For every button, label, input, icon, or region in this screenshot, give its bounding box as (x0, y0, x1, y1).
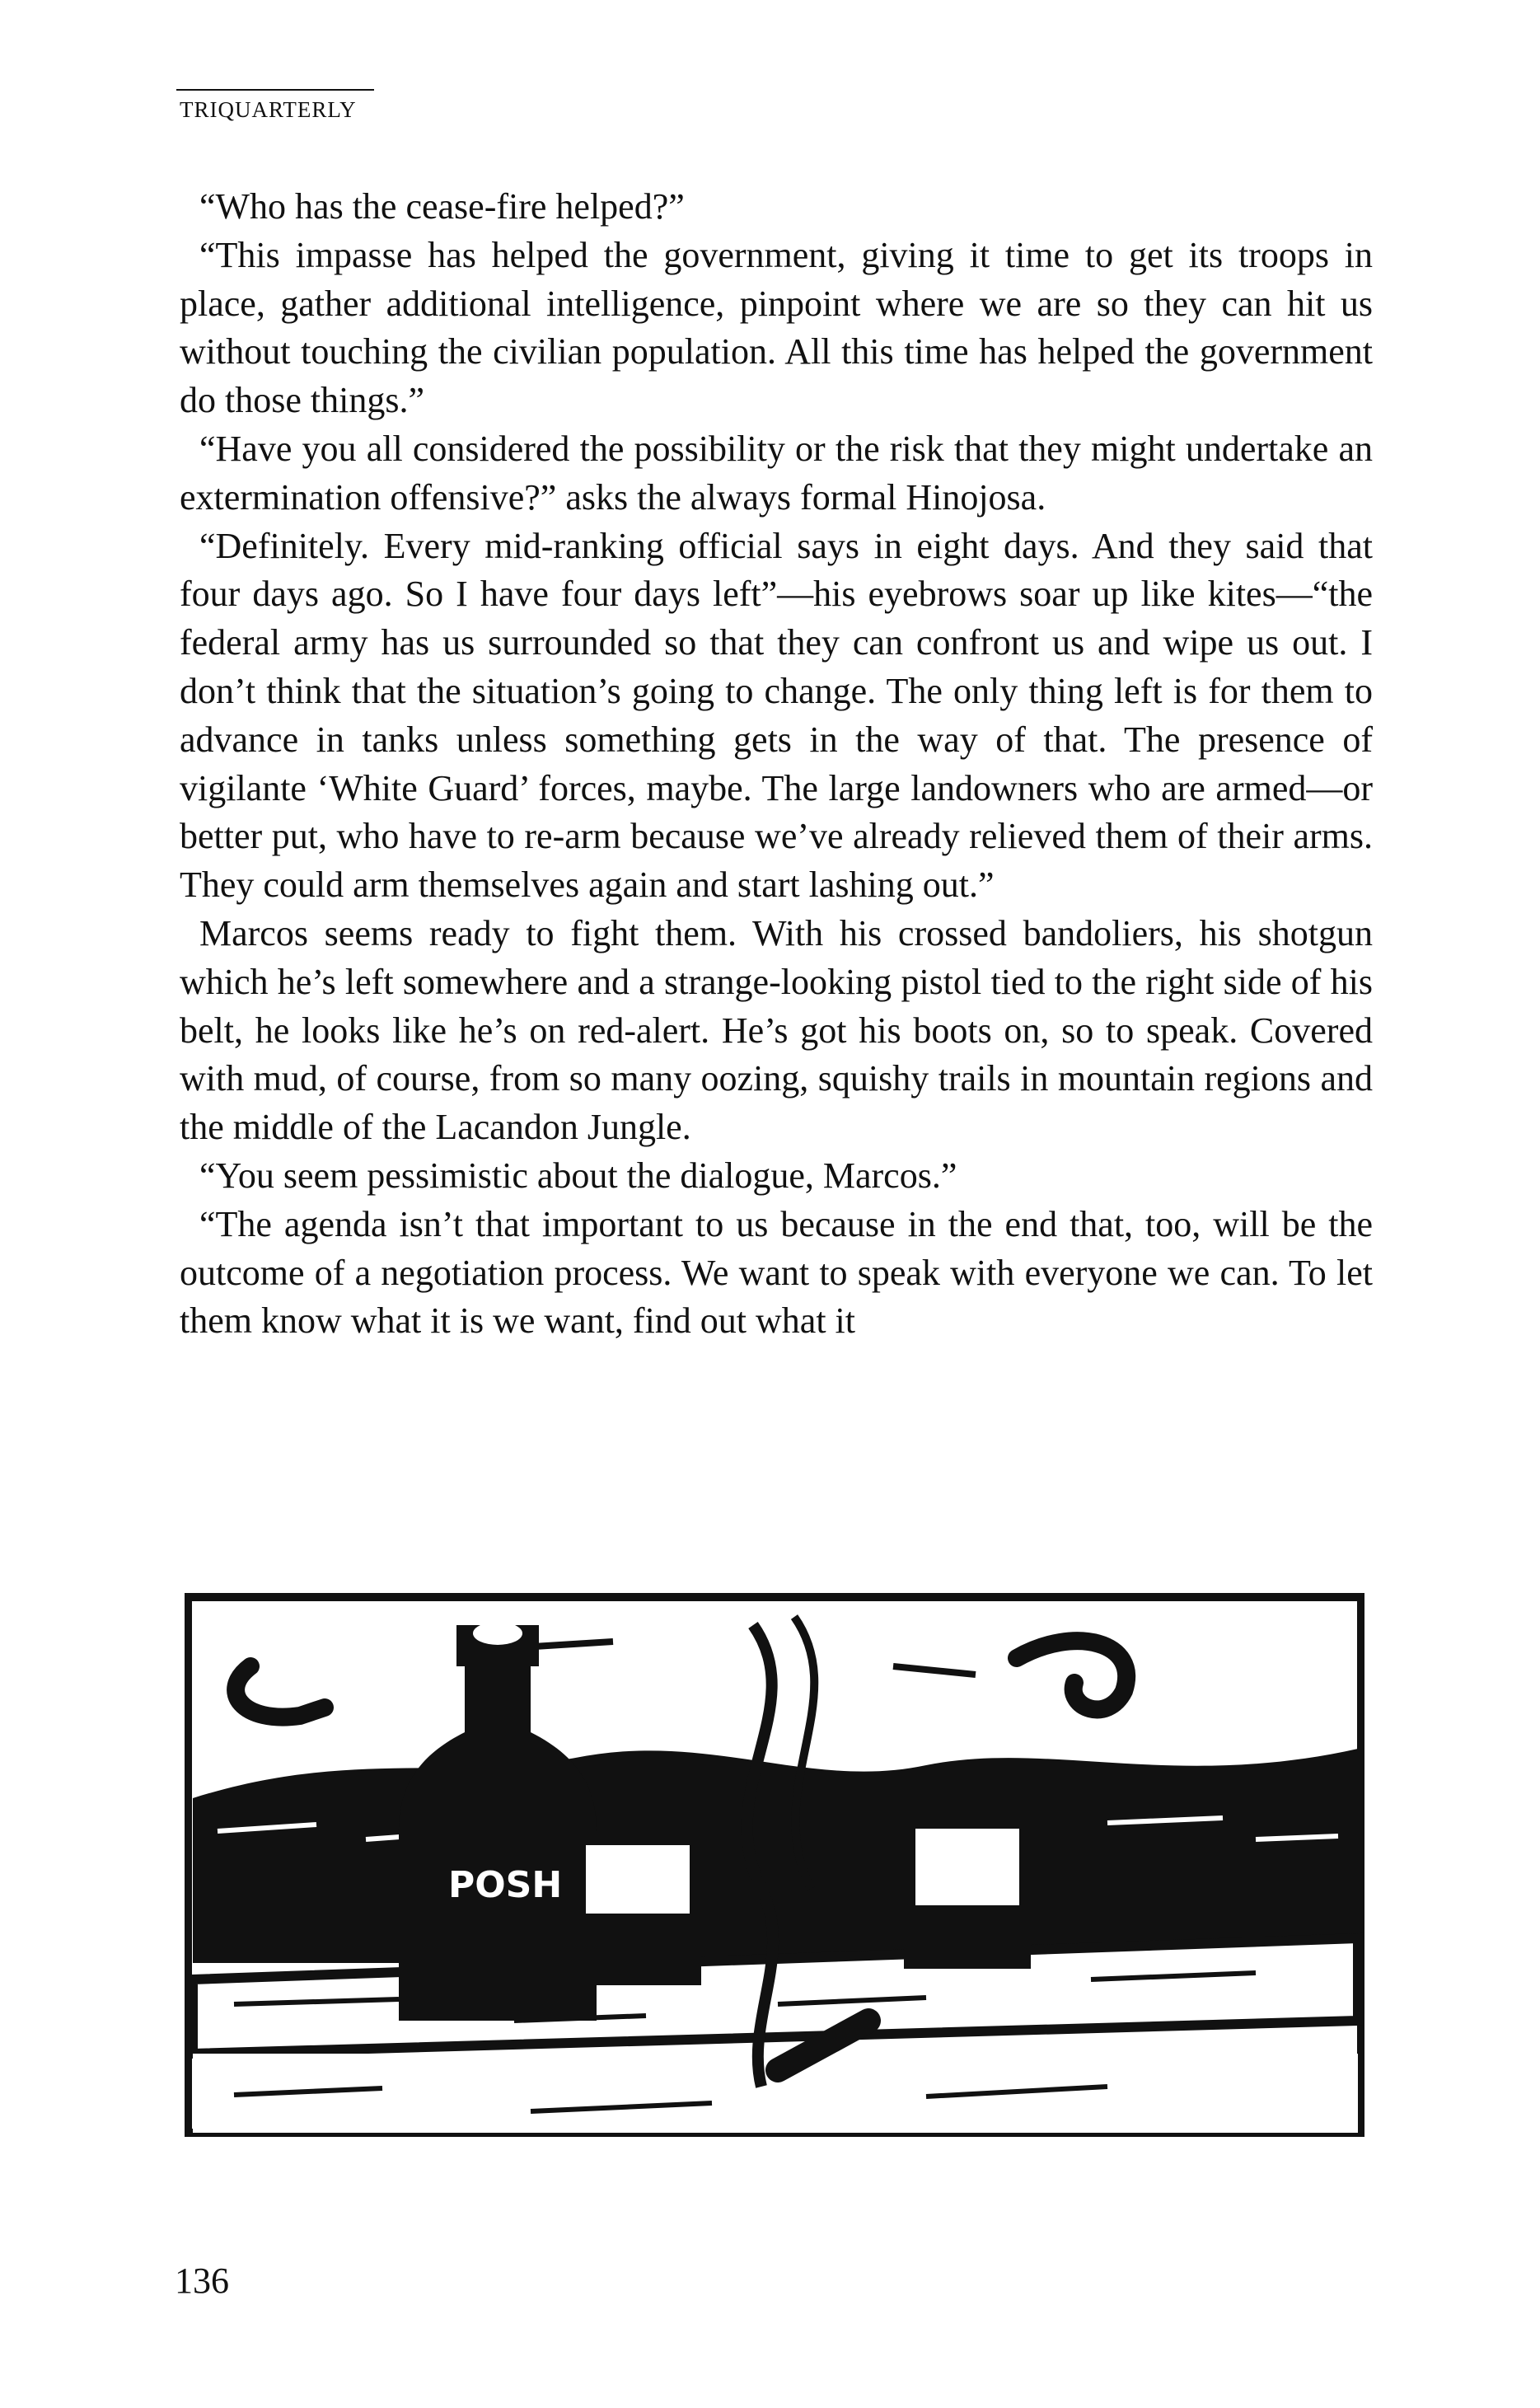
running-head: TRIQUARTERLY (180, 97, 357, 122)
glass-left-liquid (582, 1914, 694, 1978)
paragraph: “Definitely. Every mid-ranking official says in eight days. And they said that four days ago. So I have four days left”—his eyebrows soar up like kites—“the federal army has us surrounded so that they can confront us and wipe us out. I don’t think that the situation’s going to change. The only thing left is for them to advance in tanks unless something gets in the way of that. The presence of vigilante ‘White Guard’ forces, maybe. The large landowners who are armed—or better put, who have to re-arm because we’ve already relieved them of their arms. They could arm themselves again and start lashing out.” (180, 525, 1373, 906)
paragraph: “The agenda isn’t that important to us because in the end that, too, will be the outcome of a negotiation process. We want to speak with everyone we can. To let them know what it is we want, find out what it (180, 1203, 1373, 1342)
page-number: 136 (175, 2260, 229, 2301)
glass-right-liquid (911, 1905, 1023, 1961)
paragraph: “Have you all considered the possibility or the risk that they might undertake an extermination offensive?” asks the always formal Hinojosa. (180, 428, 1373, 518)
paragraph: “Who has the cease-fire helped?” (199, 186, 685, 227)
bottle-label: POSH (448, 1864, 563, 1906)
woodcut-illustration (185, 1592, 1364, 2138)
bottle-mouth (473, 1622, 522, 1645)
body-text (180, 183, 1373, 1346)
header-rule (176, 89, 374, 91)
paragraph: “You seem pessimistic about the dialogue, Marcos.” (199, 1155, 957, 1196)
paragraph: “This impasse has helped the government, giving it time to get its troops in place, gather additional intelligence, pinpoint where we are so they can hit us without touching the civilian population. All this time has helped the government do those things.” (180, 234, 1373, 421)
paragraph: Marcos seems ready to fight them. With his crossed bandoliers, his shotgun which he’s left somewhere and a strange-looking pistol tied to the right side of his belt, he looks like he’s on red-alert. He’s got his boots on, so to speak. Covered with mud, of course, from so many oozing, squishy trails in mountain regions and the middle of the Lacandon Jungle. (180, 912, 1373, 1148)
